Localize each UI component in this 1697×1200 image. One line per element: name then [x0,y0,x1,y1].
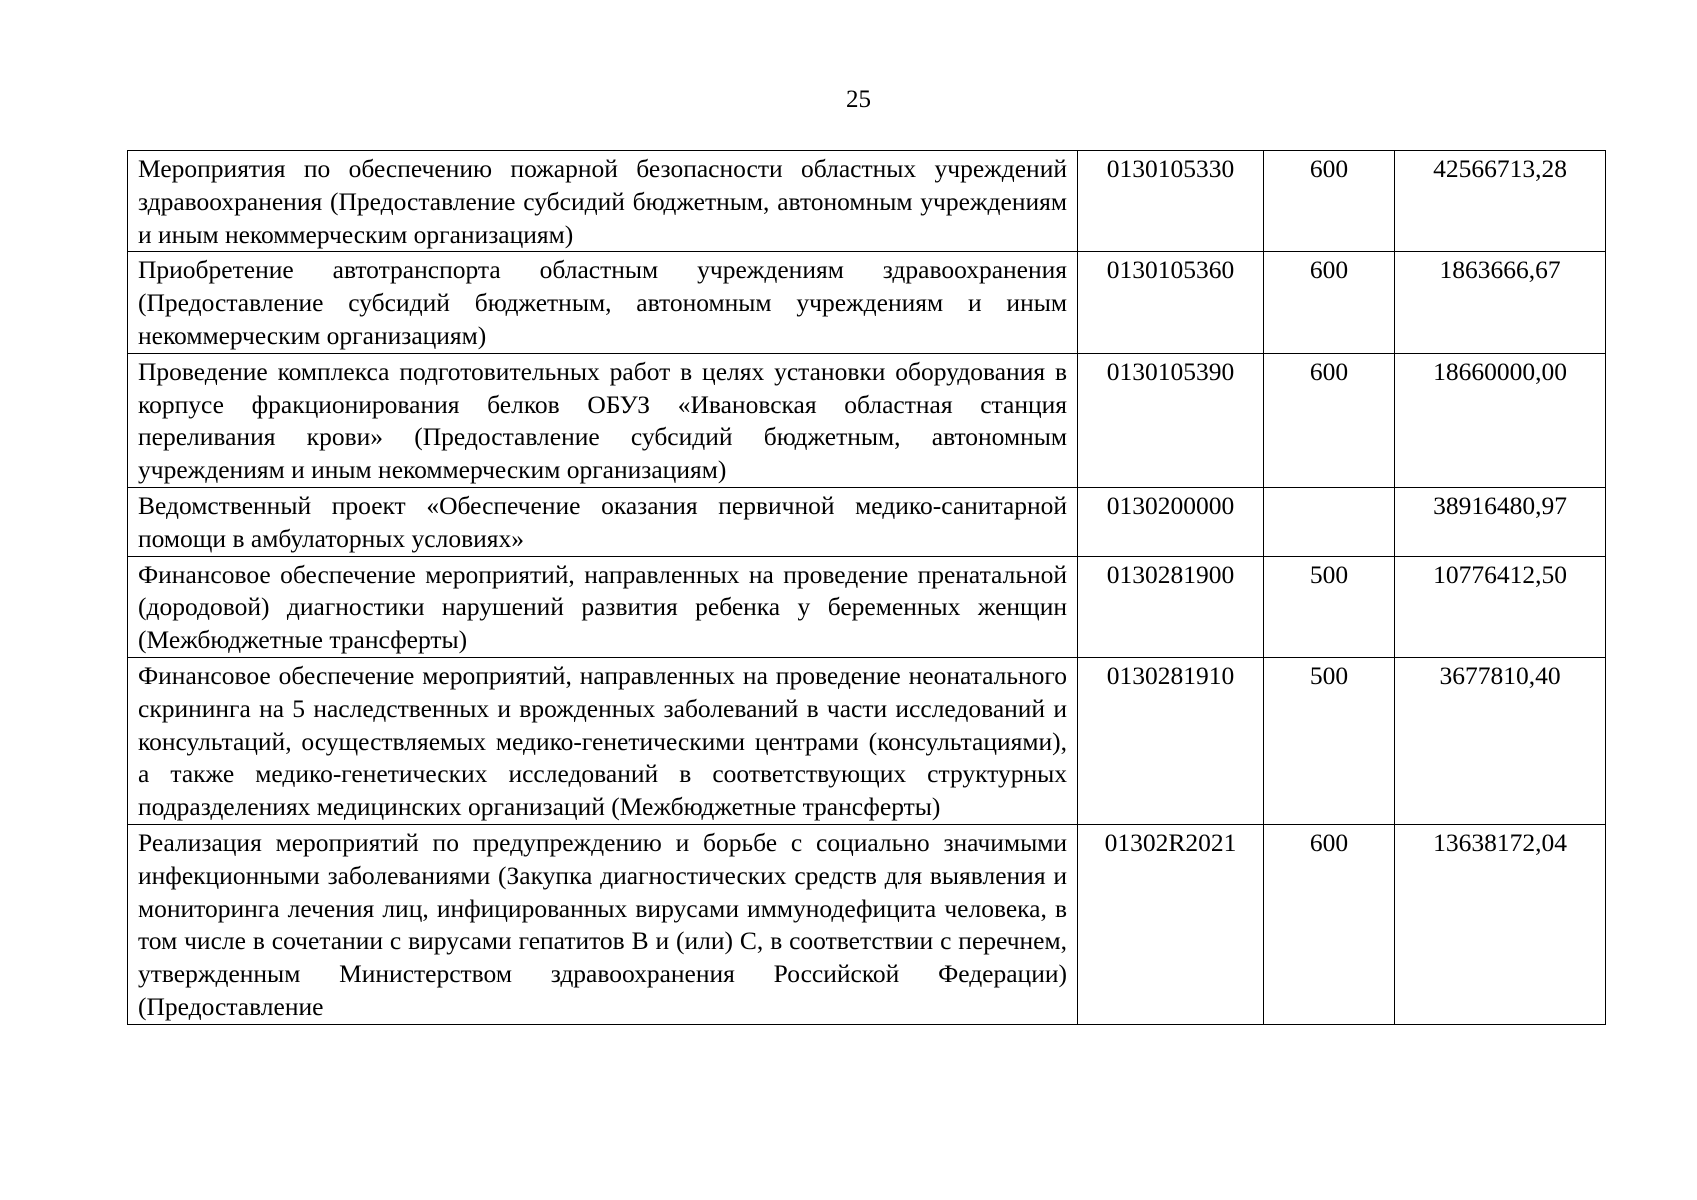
row-name: Финансовое обеспечение мероприятий, направленных на проведение неонатального скрининга на 5 наследственных и врожденных заболеваний в части исследований и консультаций, осуществляемых медико-генетическими центрами (консультациями), а также медико-генетических исследований в соответствующих структурных подразделениях медицинских организаций (Межбюджетные трансферты) [128,657,1078,824]
row-amount: 38916480,97 [1395,487,1606,556]
row-expense-type: 600 [1264,252,1395,353]
row-amount: 3677810,40 [1395,657,1606,824]
row-name: Финансовое обеспечение мероприятий, направленных на проведение пренатальной (дородовой) диагностики нарушений развития ребенка у беременных женщин (Межбюджетные трансферты) [128,556,1078,657]
table-row [128,487,1606,556]
row-code: 0130105390 [1078,353,1264,487]
row-expense-type: 600 [1264,151,1395,252]
row-code: 01302R2021 [1078,824,1264,1024]
row-code: 0130105330 [1078,151,1264,252]
row-amount: 10776412,50 [1395,556,1606,657]
row-amount: 1863666,67 [1395,252,1606,353]
table-row [128,252,1606,353]
row-name: Проведение комплекса подготовительных работ в целях установки оборудования в корпусе фракционирования белков ОБУЗ «Ивановская областная станция переливания крови» (Предоставление субсидий бюджетным, автономным учреждениям и иным некоммерческим организациям) [128,353,1078,487]
row-name: Ведомственный проект «Обеспечение оказания первичной медико-санитарной помощи в амбулаторных условиях» [128,487,1078,556]
row-expense-type: 500 [1264,556,1395,657]
row-amount: 42566713,28 [1395,151,1606,252]
table-row [128,556,1606,657]
row-code: 0130200000 [1078,487,1264,556]
table-row [128,353,1606,487]
row-expense-type [1264,487,1395,556]
row-expense-type: 600 [1264,353,1395,487]
row-name: Приобретение автотранспорта областным учреждениям здравоохранения (Предоставление субсидий бюджетным, автономным учреждениям и иным некоммерческим организациям) [128,252,1078,353]
row-expense-type: 500 [1264,657,1395,824]
budget-table [127,150,1606,1025]
row-code: 0130105360 [1078,252,1264,353]
row-code: 0130281900 [1078,556,1264,657]
table-row [128,824,1606,1024]
row-amount: 18660000,00 [1395,353,1606,487]
page-number: 25 [846,86,871,113]
row-code: 0130281910 [1078,657,1264,824]
row-name: Мероприятия по обеспечению пожарной безопасности областных учреждений здравоохранения (Предоставление субсидий бюджетным, автономным учреждениям и иным некоммерческим организациям) [128,151,1078,252]
row-expense-type: 600 [1264,824,1395,1024]
row-amount: 13638172,04 [1395,824,1606,1024]
row-name: Реализация мероприятий по предупреждению и борьбе с социально значимыми инфекционными заболеваниями (Закупка диагностических средств для выявления и мониторинга лечения лиц, инфицированных вирусами иммунодефицита человека, в том числе в сочетании с вирусами гепатитов B и (или) C, в соответствии с перечнем, утвержденным Министерством здравоохранения Российской Федерации) (Предоставление [128,824,1078,1024]
table-row [128,151,1606,252]
table-row [128,657,1606,824]
